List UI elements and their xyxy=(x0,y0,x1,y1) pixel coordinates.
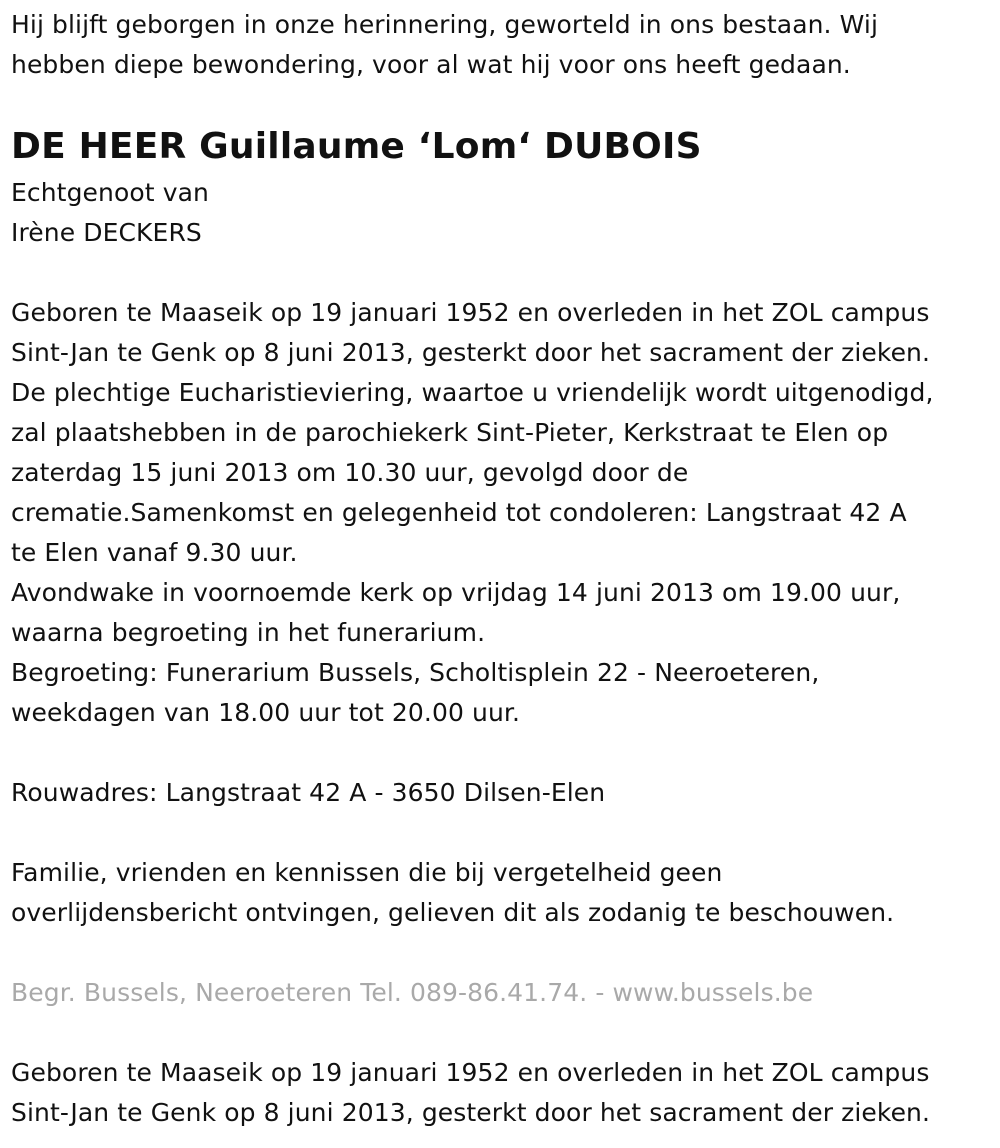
details-line: De plechtige Eucharistieviering, waartoe u vriendelijk wordt uitgenodigd, xyxy=(11,378,934,407)
details-line: zaterdag 15 juni 2013 om 10.30 uur, gevolgd door de xyxy=(11,458,689,487)
birth-death-repeat xyxy=(11,1053,930,1133)
details-line: Sint-Jan te Genk op 8 juni 2013, gesterkt door het sacrament der zieken. xyxy=(11,338,931,367)
intro-line: hebben diepe bewondering, voor al wat hij voor ons heeft gedaan. xyxy=(11,50,851,79)
repeat-line: Geboren te Maaseik op 19 januari 1952 en overleden in het ZOL campus xyxy=(11,1058,930,1087)
details-line: Geboren te Maaseik op 19 januari 1952 en overleden in het ZOL campus xyxy=(11,298,930,327)
funeral-details xyxy=(11,293,934,733)
spouse-block xyxy=(11,173,209,253)
address-line: Rouwadres: Langstraat 42 A - 3650 Dilsen-Elen xyxy=(11,778,606,807)
family-notice xyxy=(11,853,894,933)
undertaker-line: Begr. Bussels, Neeroeteren Tel. 089-86.41.74. - www.bussels.be xyxy=(11,978,814,1007)
notice-line: overlijdensbericht ontvingen, gelieven dit als zodanig te beschouwen. xyxy=(11,898,895,927)
details-line: Avondwake in voornoemde kerk op vrijdag 14 juni 2013 om 19.00 uur, xyxy=(11,578,901,607)
spouse-label: Echtgenoot van xyxy=(11,178,209,207)
intro-verse xyxy=(11,5,878,85)
repeat-line: Sint-Jan te Genk op 8 juni 2013, gesterkt door het sacrament der zieken. xyxy=(11,1098,931,1127)
mourning-address xyxy=(11,773,605,813)
notice-line: Familie, vrienden en kennissen die bij vergetelheid geen xyxy=(11,858,723,887)
details-line: crematie.Samenkomst en gelegenheid tot condoleren: Langstraat 42 A xyxy=(11,498,907,527)
details-line: weekdagen van 18.00 uur tot 20.00 uur. xyxy=(11,698,521,727)
details-line: waarna begroeting in het funerarium. xyxy=(11,618,486,647)
undertaker-info xyxy=(11,973,813,1013)
spouse-name: Irène DECKERS xyxy=(11,218,202,247)
details-line: Begroeting: Funerarium Bussels, Scholtisplein 22 - Neeroeteren, xyxy=(11,658,820,687)
deceased-name: DE HEER Guillaume ‘Lom‘ DUBOIS xyxy=(11,126,702,167)
details-line: zal plaatshebben in de parochiekerk Sint-Pieter, Kerkstraat te Elen op xyxy=(11,418,889,447)
intro-line: Hij blijft geborgen in onze herinnering, geworteld in ons bestaan. Wij xyxy=(11,10,879,39)
details-line: te Elen vanaf 9.30 uur. xyxy=(11,538,298,567)
